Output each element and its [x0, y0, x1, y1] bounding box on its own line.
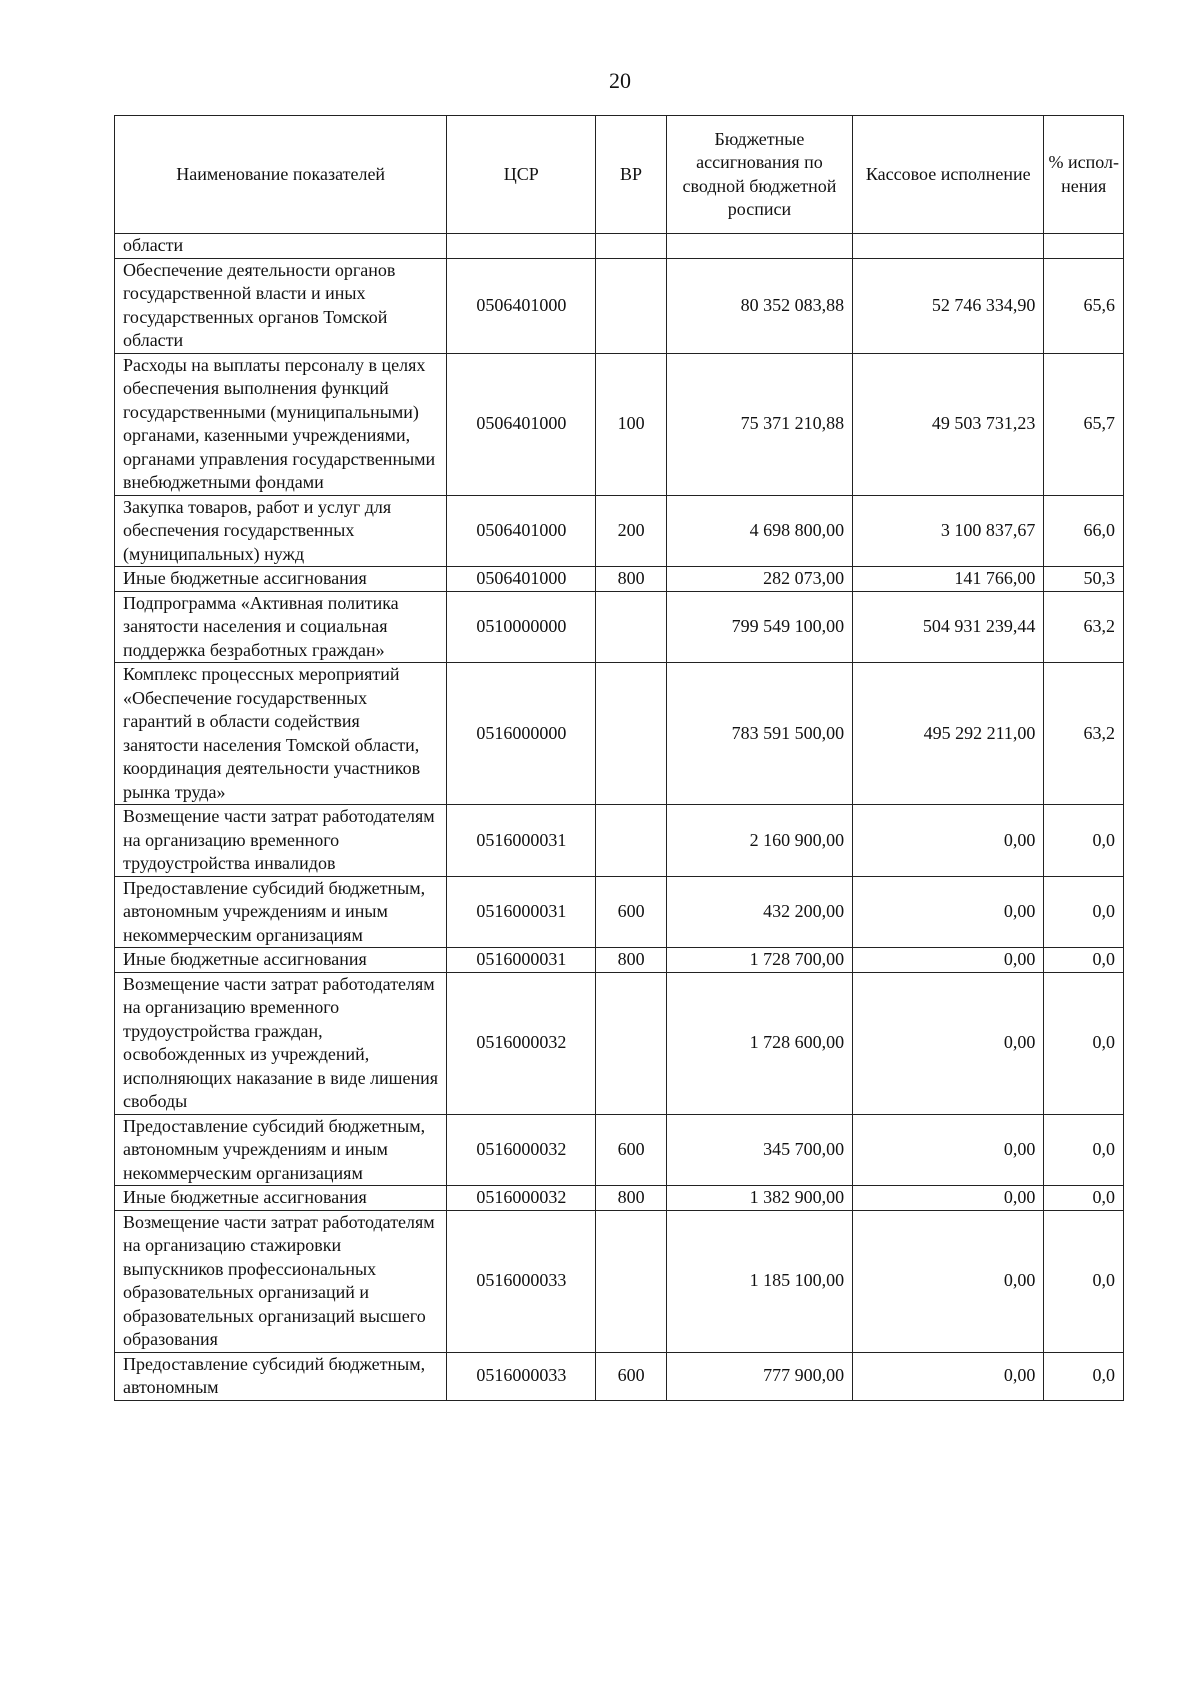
cell-pct: 0,0 — [1044, 1186, 1124, 1211]
cell-cash: 0,00 — [853, 948, 1044, 973]
cell-budget: 345 700,00 — [666, 1114, 852, 1186]
cell-vr — [596, 258, 666, 353]
cell-pct: 0,0 — [1044, 876, 1124, 948]
cell-name: области — [115, 234, 447, 259]
table-header-row — [115, 116, 1124, 234]
cell-cash: 0,00 — [853, 1352, 1044, 1400]
cell-csr: 0516000032 — [447, 972, 596, 1114]
cell-budget: 1 382 900,00 — [666, 1186, 852, 1211]
cell-name: Иные бюджетные ассигнования — [115, 567, 447, 592]
table-row — [115, 234, 1124, 259]
cell-pct: 65,6 — [1044, 258, 1124, 353]
cell-cash: 49 503 731,23 — [853, 353, 1044, 495]
cell-vr — [596, 234, 666, 259]
cell-budget: 80 352 083,88 — [666, 258, 852, 353]
cell-name: Комплекс процессных мероприятий «Обеспечение государственных гарантий в области содействия занятости населения Томской области, координация деятельности участников рынка труда» — [115, 663, 447, 805]
table-body — [115, 234, 1124, 1401]
header-pct: % испол-нения — [1044, 116, 1124, 234]
cell-budget: 4 698 800,00 — [666, 495, 852, 567]
cell-csr: 0506401000 — [447, 567, 596, 592]
cell-cash: 0,00 — [853, 1210, 1044, 1352]
cell-csr: 0506401000 — [447, 353, 596, 495]
cell-vr: 800 — [596, 567, 666, 592]
cell-name: Возмещение части затрат работодателям на организацию стажировки выпускников профессиональных образовательных организаций и образовательных организаций высшего образования — [115, 1210, 447, 1352]
cell-name: Подпрограмма «Активная политика занятости населения и социальная поддержка безработных граждан» — [115, 591, 447, 663]
cell-cash: 495 292 211,00 — [853, 663, 1044, 805]
table-row — [115, 1210, 1124, 1352]
cell-vr: 600 — [596, 1114, 666, 1186]
table-row — [115, 495, 1124, 567]
cell-budget — [666, 234, 852, 259]
cell-vr: 600 — [596, 1352, 666, 1400]
cell-cash: 504 931 239,44 — [853, 591, 1044, 663]
cell-vr — [596, 591, 666, 663]
cell-csr — [447, 234, 596, 259]
cell-csr: 0516000031 — [447, 948, 596, 973]
header-vr: ВР — [596, 116, 666, 234]
cell-pct: 66,0 — [1044, 495, 1124, 567]
cell-budget: 2 160 900,00 — [666, 805, 852, 877]
cell-budget: 783 591 500,00 — [666, 663, 852, 805]
cell-vr: 100 — [596, 353, 666, 495]
cell-name: Иные бюджетные ассигнования — [115, 948, 447, 973]
cell-pct: 63,2 — [1044, 591, 1124, 663]
cell-csr: 0516000031 — [447, 805, 596, 877]
cell-csr: 0506401000 — [447, 258, 596, 353]
budget-execution-table — [114, 115, 1124, 1401]
header-budget: Бюджетные ассигнования по сводной бюджетной росписи — [666, 116, 852, 234]
cell-pct: 0,0 — [1044, 948, 1124, 973]
table-row — [115, 972, 1124, 1114]
table-row — [115, 805, 1124, 877]
cell-name: Закупка товаров, работ и услуг для обеспечения государственных (муниципальных) нужд — [115, 495, 447, 567]
cell-csr: 0506401000 — [447, 495, 596, 567]
cell-pct: 63,2 — [1044, 663, 1124, 805]
cell-vr — [596, 1210, 666, 1352]
table-row — [115, 1186, 1124, 1211]
table-row — [115, 567, 1124, 592]
cell-cash: 0,00 — [853, 1114, 1044, 1186]
cell-budget: 1 185 100,00 — [666, 1210, 852, 1352]
cell-vr: 600 — [596, 876, 666, 948]
table-row — [115, 1114, 1124, 1186]
cell-cash: 141 766,00 — [853, 567, 1044, 592]
cell-vr — [596, 805, 666, 877]
cell-csr: 0516000033 — [447, 1210, 596, 1352]
cell-name: Предоставление субсидий бюджетным, автономным учреждениям и иным некоммерческим организациям — [115, 1114, 447, 1186]
cell-name: Возмещение части затрат работодателям на организацию временного трудоустройства инвалидов — [115, 805, 447, 877]
cell-csr: 0516000032 — [447, 1114, 596, 1186]
cell-budget: 282 073,00 — [666, 567, 852, 592]
header-name: Наименование показателей — [115, 116, 447, 234]
cell-name: Расходы на выплаты персоналу в целях обеспечения выполнения функций государственными (муниципальными) органами, казенными учреждениями, органами управления государственными внебюджетными фондами — [115, 353, 447, 495]
table-row — [115, 353, 1124, 495]
cell-csr: 0516000032 — [447, 1186, 596, 1211]
cell-vr: 800 — [596, 948, 666, 973]
cell-pct: 0,0 — [1044, 1114, 1124, 1186]
cell-cash — [853, 234, 1044, 259]
cell-cash: 0,00 — [853, 876, 1044, 948]
cell-name: Иные бюджетные ассигнования — [115, 1186, 447, 1211]
cell-pct: 0,0 — [1044, 1210, 1124, 1352]
cell-name: Предоставление субсидий бюджетным, автономным — [115, 1352, 447, 1400]
cell-budget: 1 728 600,00 — [666, 972, 852, 1114]
cell-pct — [1044, 234, 1124, 259]
cell-cash: 0,00 — [853, 805, 1044, 877]
cell-budget: 1 728 700,00 — [666, 948, 852, 973]
cell-budget: 432 200,00 — [666, 876, 852, 948]
page-number: 20 — [609, 68, 631, 93]
cell-name: Предоставление субсидий бюджетным, автономным учреждениям и иным некоммерческим организациям — [115, 876, 447, 948]
table-row — [115, 948, 1124, 973]
cell-csr: 0516000031 — [447, 876, 596, 948]
header-cash: Кассовое исполнение — [853, 116, 1044, 234]
table-row — [115, 663, 1124, 805]
cell-cash: 3 100 837,67 — [853, 495, 1044, 567]
cell-name: Возмещение части затрат работодателям на организацию временного трудоустройства граждан, освобожденных из учреждений, исполняющих наказание в виде лишения свободы — [115, 972, 447, 1114]
cell-csr: 0516000000 — [447, 663, 596, 805]
cell-vr: 200 — [596, 495, 666, 567]
cell-pct: 0,0 — [1044, 1352, 1124, 1400]
cell-pct: 65,7 — [1044, 353, 1124, 495]
table-row — [115, 591, 1124, 663]
cell-vr — [596, 972, 666, 1114]
cell-budget: 799 549 100,00 — [666, 591, 852, 663]
cell-pct: 50,3 — [1044, 567, 1124, 592]
cell-pct: 0,0 — [1044, 972, 1124, 1114]
header-csr: ЦСР — [447, 116, 596, 234]
cell-name: Обеспечение деятельности органов государственной власти и иных государственных органов Томской области — [115, 258, 447, 353]
cell-pct: 0,0 — [1044, 805, 1124, 877]
cell-cash: 52 746 334,90 — [853, 258, 1044, 353]
cell-vr — [596, 663, 666, 805]
cell-budget: 75 371 210,88 — [666, 353, 852, 495]
cell-cash: 0,00 — [853, 972, 1044, 1114]
cell-csr: 0516000033 — [447, 1352, 596, 1400]
table-row — [115, 1352, 1124, 1400]
cell-cash: 0,00 — [853, 1186, 1044, 1211]
table-row — [115, 258, 1124, 353]
table-row — [115, 876, 1124, 948]
cell-budget: 777 900,00 — [666, 1352, 852, 1400]
cell-csr: 0510000000 — [447, 591, 596, 663]
cell-vr: 800 — [596, 1186, 666, 1211]
